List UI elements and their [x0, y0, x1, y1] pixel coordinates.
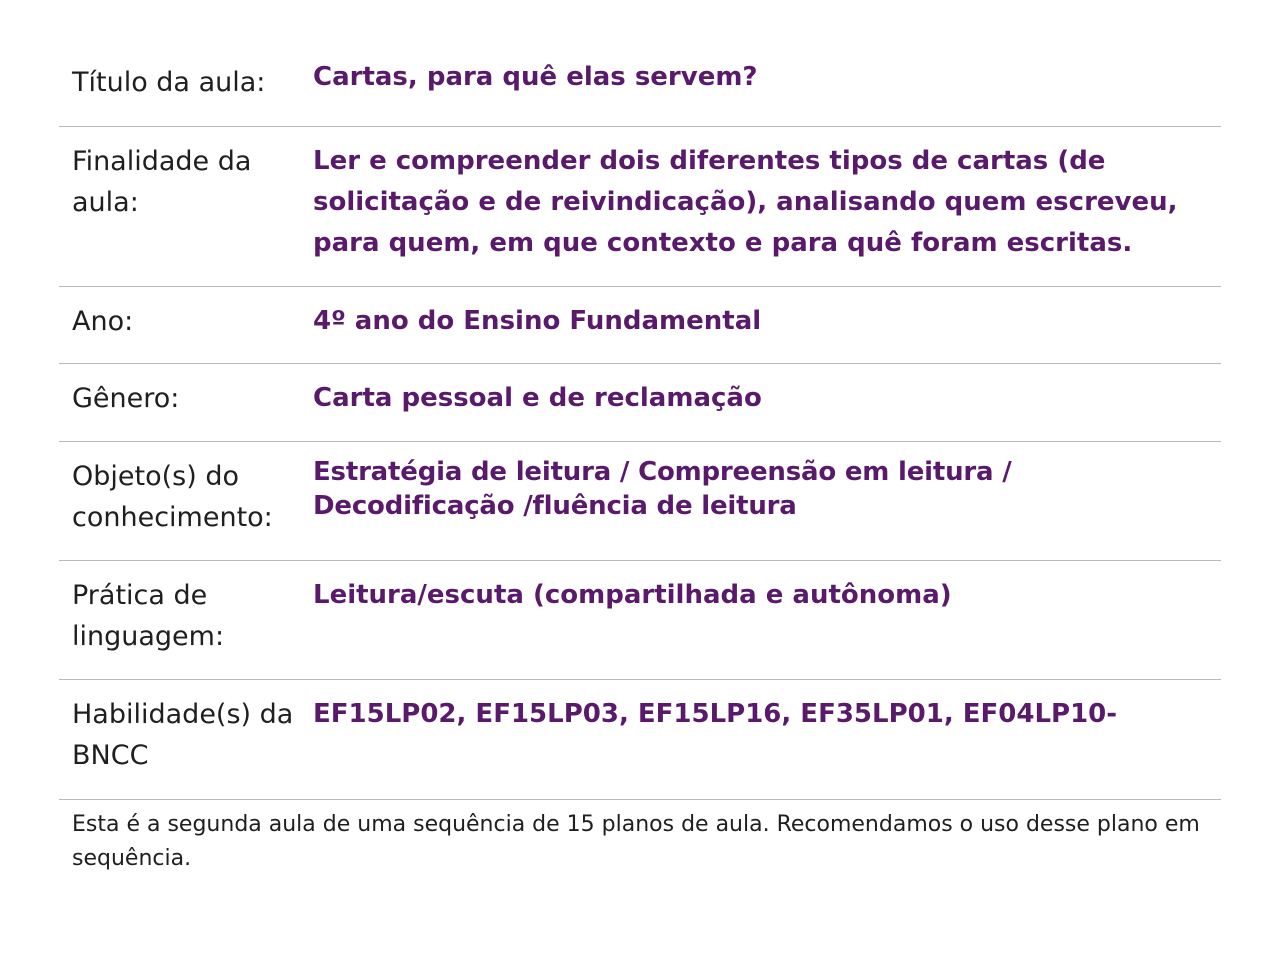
row-value: Estratégia de leitura / Compreensão em leitura / Decodificação /fluência de leitura — [313, 457, 1012, 521]
row-lesson-title — [59, 46, 1221, 127]
row-label: Finalidade da aula: — [72, 146, 252, 218]
sequence-note: Esta é a segunda aula de uma sequência de 15 planos de aula. Recomendamos o uso desse plano em sequência. — [72, 812, 1200, 871]
lesson-info-table — [59, 46, 1221, 800]
row-label: Título da aula: — [72, 67, 266, 98]
row-bncc-skills — [59, 680, 1221, 800]
row-value: Ler e compreender dois diferentes tipos de cartas (de solicitação e de reivindicação), analisando quem escreveu, para quem, em que contexto e para quê foram escritas. — [313, 146, 1178, 258]
row-knowledge-objects — [59, 442, 1221, 561]
row-lesson-purpose — [59, 127, 1221, 287]
row-label: Ano: — [72, 306, 134, 337]
row-value: EF15LP02, EF15LP03, EF15LP16, EF35LP01, EF04LP10- — [313, 699, 1118, 729]
row-value: Carta pessoal e de reclamação — [313, 383, 762, 413]
row-value: Cartas, para quê elas servem? — [313, 62, 758, 92]
row-label: Habilidade(s) da BNCC — [72, 699, 294, 771]
row-label: Objeto(s) do conhecimento: — [72, 461, 273, 533]
row-year — [59, 287, 1221, 364]
row-genre — [59, 364, 1221, 442]
row-value: 4º ano do Ensino Fundamental — [313, 306, 762, 336]
row-label: Gênero: — [72, 383, 180, 414]
row-language-practice — [59, 561, 1221, 680]
row-value: Leitura/escuta (compartilhada e autônoma) — [313, 580, 952, 610]
row-label: Prática de linguagem: — [72, 580, 225, 652]
